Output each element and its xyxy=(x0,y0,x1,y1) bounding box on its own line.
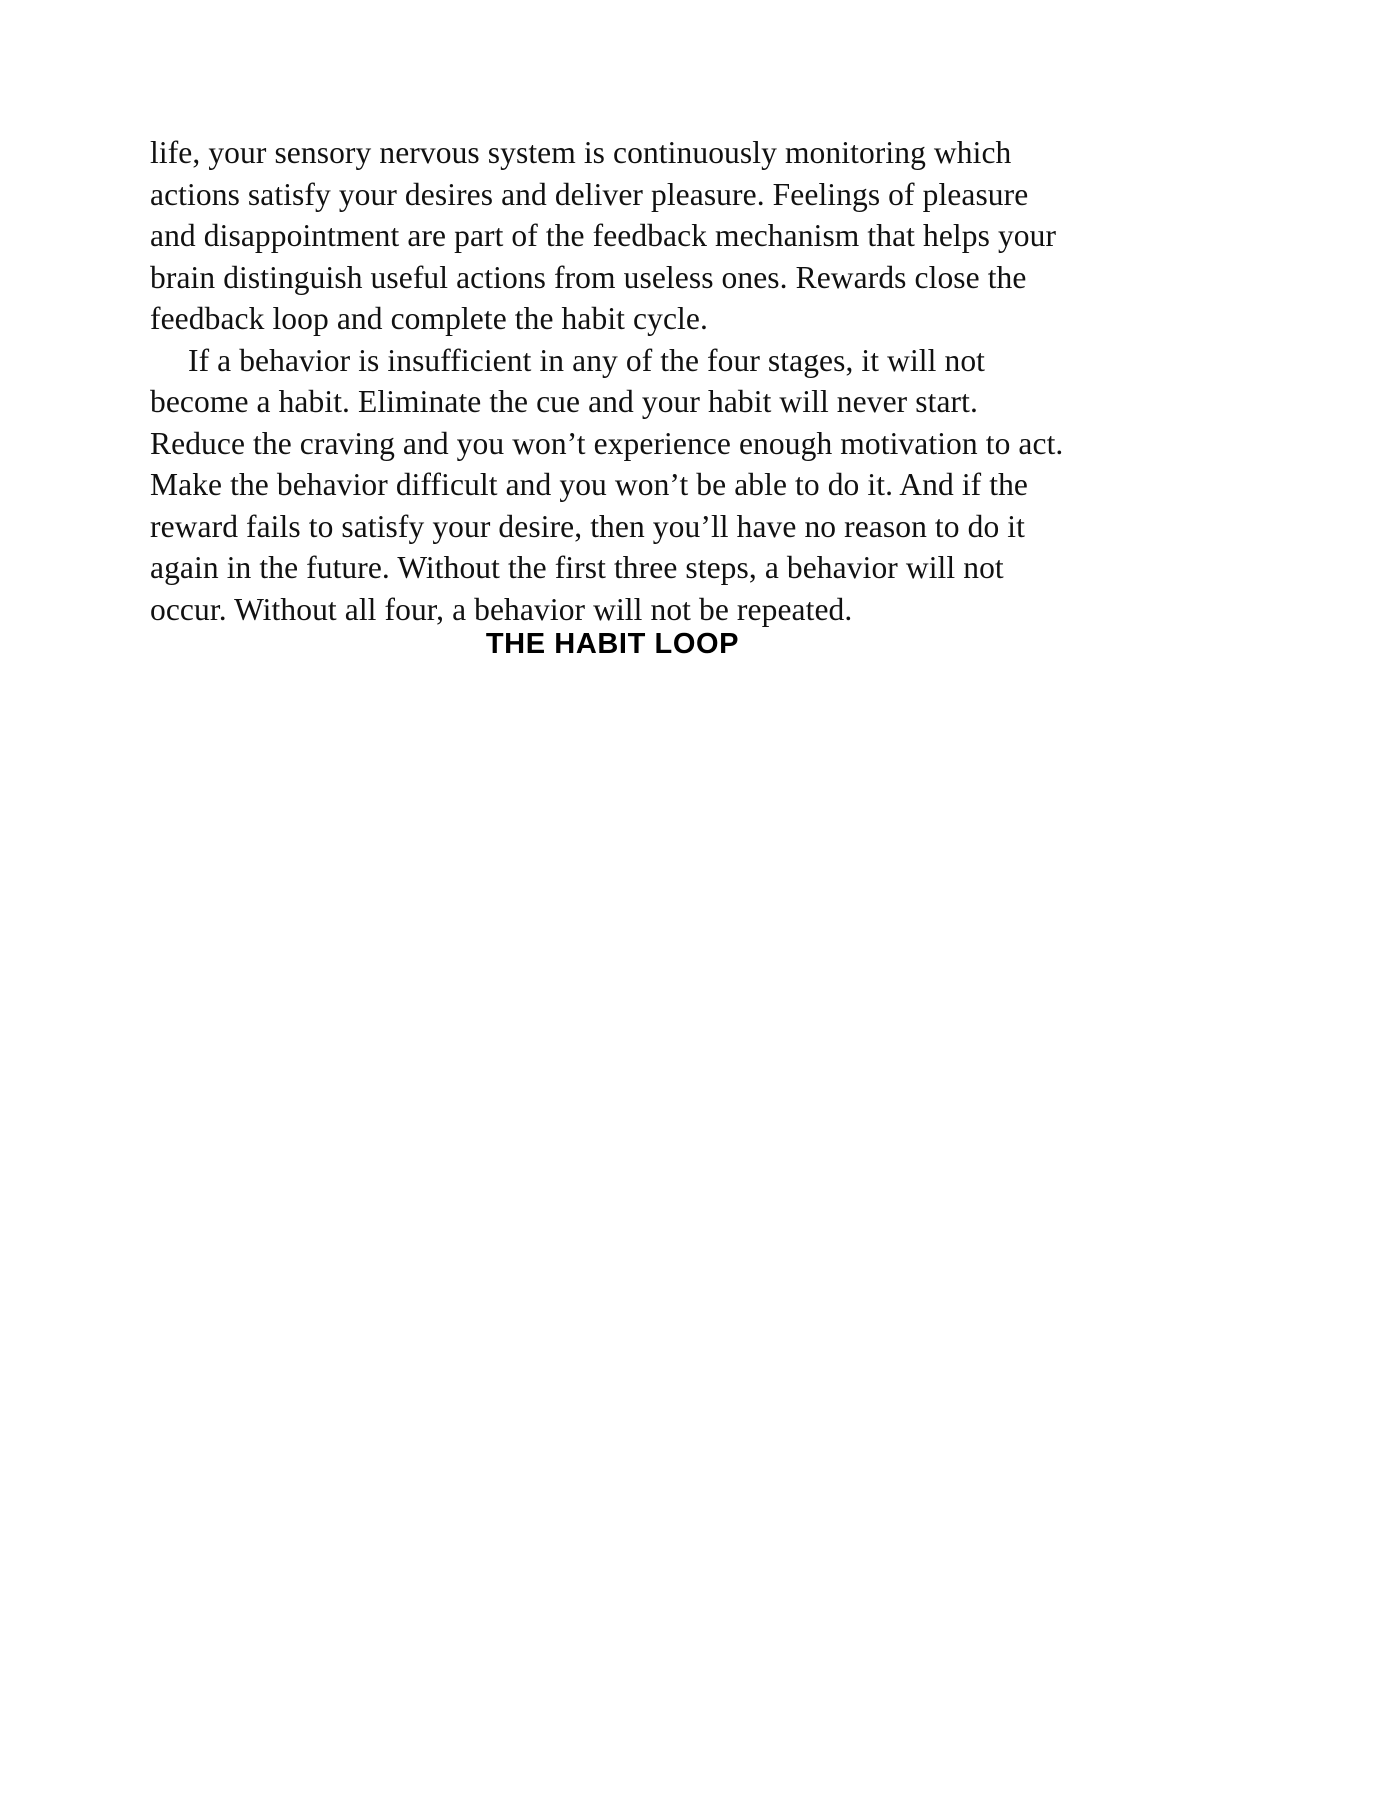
section-heading-habit-loop: THE HABIT LOOP xyxy=(485,628,740,660)
paragraph-four-stages: If a behavior is insufficient in any of the four stages, it will not become a habit. Eliminate the cue and your habit will never start. Reduce the craving and you won’t experience enough motivation to act. Make the behavior difficult and you won’t be able to do it. And if the reward fails to satisfy your desire, then you’ll have no reason to do it again in the future. Without the first three steps, a behavior will not occur. Without all four, a behavior will not be repeated. xyxy=(150,342,1064,627)
paragraph-continued: life, your sensory nervous system is continuously monitoring which actions satisfy your desires and deliver pleasure. Feelings of pleasure and disappointment are part of the feedback mechanism that helps your brain distinguish useful actions from useless ones. Rewards close the feedback loop and complete the habit cycle. xyxy=(150,135,1057,336)
body-text-column xyxy=(150,132,1075,630)
